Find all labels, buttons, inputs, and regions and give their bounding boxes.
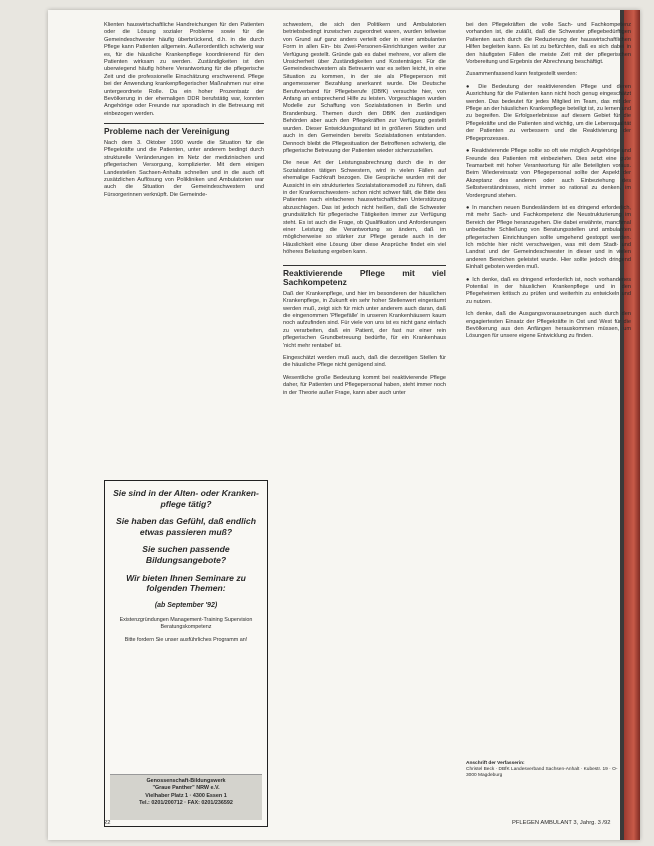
col2-paragraph-5: Wesentliche große Bedeutung kommt bei reaktivierende Pflege daher, für Patienten und Pflegepersonal haben, steht immer noch in der Theorie außer Frage, kann aber auch unter (283, 374, 446, 396)
col2-paragraph-4: Eingeschätzt werden muß auch, daß die derzeitigen Stellen für die häusliche Pflege nicht genügend sind. (283, 355, 446, 369)
col1-paragraph-2: Nach dem 3. Oktober 1990 wurde die Situation für die Pflegekräfte und die Patienten, unter anderem bedingt durch strukturelle Veränderungen im Netz der medizinischen und pflegerischen Versorgung, komplizierter. Mit dem einigen Landesteilen Sachsen-Anhalts schnellen und in die auch oft zusätzlichen Auflösung von Polikliniken und Ambulatorien war auch die Situation der Gemeindeschwestern und Fürsorgerinnen verknüpft. Die Gemeinde- (104, 139, 264, 198)
ad-line-3: Sie suchen passende Bildungsangebote? (142, 544, 230, 565)
ad-org-2: "Graue Panther" NRW e.V. (152, 785, 220, 792)
author-address (466, 761, 626, 780)
col3-bullet-1 (466, 84, 631, 143)
col2-paragraph-1: schwestern, die sich den Politikern und Ambulatorien betriebsbedingt inzwischen zugeordnet waren, wurden teilweise von Grund auf ganz anders verteilt oder in einer ambulanten Form in allen Ein- bis Zwei-Personen-Einrichtungen weiter zur Verfügung gestellt. Gründe gab es dabei mehrere, vor allem die Unsicherheit über Zuständigkeiten und Kostenträger. Für die Gemeindeschwestern als Betreuerin war es selten leicht, in eine Situation zu kommen, in der sie als Pflegeperson mit angemessener Bezahlung anerkannt wurde. Die Deutsche Berufsverband für Pflegeberufe (DBfK) versuchte hier, von Anfang an entsprechend Hilfe zu leisten. Vorgeschlagen wurden Modelle zur Schaffung von Sozialstationen in Berlin und Brandenburg. Themen durch den DBfK den zuständigen Behörden aber auch den Pflegekräften zur Verfügung gestellt wurden. Dieser Entwicklungsstand ist in größeren Städten und auch in den Gemeinden bereits Sozialstationen entstanden. Dennoch bleibt die Pflegesituation der Betroffenen schwierig, die pflegerische Betreuung der Patienten wieder sicherzustellen. (283, 22, 446, 154)
author-heading: Anschrift der Verfasserin: (466, 761, 525, 766)
journal-footer: PFLEGEN AMBULANT 3, Jahrg. 3 /92 (512, 820, 611, 826)
heading-reactivating-care: Reaktivierende Pflege mit viel Sachkompetenz (283, 265, 446, 288)
author-lines: Christel Beck · DBfK Landesverband Sachsen-Anhalt · Kubestr. 19 · O-3000 Magdeburg (466, 767, 618, 779)
ad-line-2: Sie haben das Gefühl, daß endlich etwas passieren muß? (116, 516, 256, 537)
col3-bullet-2 (466, 148, 631, 200)
col3-bullet-4-text: Ich denke, daß es dringend erforderlich ist, noch vorhandenes Potential in der häuslichen Krankenpflege und in den Pflegeheimen kritisch zu prüfen und weiterhin zu entwickeln und zu nutzen. (466, 276, 631, 305)
ad-note: Bitte fordern Sie unser ausführliches Programm an! (124, 637, 248, 644)
column-3 (466, 22, 631, 346)
ad-line-5: (ab September '92) (154, 601, 218, 609)
col3-summary-intro: Zusammenfassend kann festgestellt werden: (466, 71, 578, 78)
column-1 (104, 22, 264, 204)
ad-line-4: Wir bieten Ihnen Seminare zu folgenden Themen: (126, 572, 246, 594)
ad-contact-strip (110, 774, 262, 820)
col2-paragraph-3: Daß der Krankenpflege, und hier im besonderen der häuslichen Krankenpflege, in Zukunft ein sehr hoher Stellenwert eingeräumt werden muß, zeigt sich für mich unter anderem auch daran, daß die eingenommen 'Pflegefälle' in unseren Krankenhäusern kaum noch aufzufinden sind. Für viele von uns ist es nicht ganz einfach zu verarbeiten, daß ein Patient, der fast nur einer rein pflegerischen Grundbetreuung bedürfte, für ein Krankenhaus 'nicht mehr rentabel' ist. (283, 290, 446, 349)
col3-bullet-3 (466, 205, 631, 272)
ad-org-3: Vielhaber Platz 1 · 4300 Essen 1 (145, 792, 227, 799)
ad-topics: Existenzgründungen Management-Training Supervision Beratungskompetenz (119, 617, 253, 631)
column-2 (283, 22, 446, 402)
col3-bullet-4 (466, 277, 631, 307)
col3-bullet-2-text: Reaktivierende Pflege sollte so oft wie möglich Angehörige und Freunde des Patienten mit einbeziehen. Dies setzt eine gute Teamarbeit mit hoher Verantwortung für alle Beteiligten voraus. Beim Wiedereinsatz von Pflegepersonal sollte der Aspekt der Akzeptanz des anderen oder auch Einbeziehung des Selbstverständnisses, nicht immer so rational zu denken, im Vordergrund stehen. (466, 148, 631, 199)
col3-bullet-3-text: In manchen neuen Bundesländern ist es dringend erforderlich, mit mehr Sach- und Fachkompetenz die Neustrukturierung im Bereich der Pflege heranzugehen. Die dabei erwähnte, manchmal unbedachte Schließung von Beratungsstellen und ambulanten pflegerischen Einrichtungen sollte umgehend gestoppt werden. Ich möchte hier nicht verschweigen, was mit dem Stadt- und Landrat und der Gemeindeschwester in dieser und in vielen anderen Bereichen geleistet wurde. Hier sollte jedoch dringend Einhalt geboten werden muß. (466, 204, 631, 271)
col3-bullet-1-text: Die Bedeutung der reaktivierenden Pflege und deren Ausrichtung für die Patienten kann nicht hoch genug eingeschätzt werden. Das bedeutet für jedes Mitglied im Team, das mit der Pflege an der häuslichen Krankenpflege beteiligt ist, zu lernen und zu begreifen. Die Erfolgserlebnisse auf diesem Gebiet für die Pflegekräfte und die Patienten sind wichtig, um die Lebensqualität der Patienten zu verbessern und die Reaktivierung der Pflegeprozesses. (466, 83, 631, 142)
bullet-icon: ● (466, 204, 473, 211)
col1-paragraph-1: Klienten hauswirtschaftliche Handreichungen für den Patienten oder die Lösung sozialer Probleme sowie für die Gemeindeschwester häufig überbrückend, d.h. in die durch Pflege kann Patienten allgemein. Außerordentlich schwierig war es, für die häusliche Krankenpflege koordinierend für den Patienten wirksam zu werden. Zuständigkeiten ist den uberwiegend häufig höhere Verantwortung für die pflegerische Zeit und die professionelle Einschätzung erschwerend. Pflege bei der Anwendung krankenpflegerischer Maßnahmen nur eine untergeordnete Rolle. Da ein hoher Prozentsatz der Bevölkerung in der ehemaligen DDR berufstätig war, konnten Angehörige oder Freunde nur sporadisch in die Betreuung mit einbezogen werden. (104, 22, 264, 117)
bullet-icon: ● (466, 83, 479, 90)
bullet-icon: ● (466, 276, 473, 283)
page-number: 22 (104, 820, 111, 826)
ad-org-4: Tel.: 0201/200712 · FAX: 0201/236592 (139, 800, 233, 807)
col3-paragraph-1: bei den Pflegekräften die volle Sach- und Fachkompetenz vorhanden ist, die zuläßt, daß die Schwester pflegebedürftigen Patienten auch durch die Reduzierung der hauswirtschaftlichen Hilfen begleiten kann. Es ist zu befürchten, daß es sich dabei in den häufigsten Fällen die meiste Zeit mit der pflegerischen Vorbereitung und Ergebnis der Abrechnung beschäftigt. (466, 22, 631, 66)
col2-paragraph-2: Die neue Art der Leistungsabrechnung durch die in der Sozialstation tätigen Schwestern, wird in vielen Fällen auf ehemalige Fachkraft bezogen. Die Gespräche wurden mit der Aussicht in ein strukturiertes Sozialstationsmodell zu führen, daß in der Krankenschwestern- schon nicht schwer fällt, die Bitte des Patienten nach einfacheren hauswirtschaftlichen Unterstützung abzuschlagen. Das ist jedoch nicht heißen, daß die Schwester grundsätzlich für pflegerische Tätigkeiten immer zur Verfügung steht. Es ist auch die Frage, ob Qualifikation und Anforderungen einer Leistung die Verantwortung so ändern, daß im möglicherweise so stärker zur Pflege gerade auch in der Häuslichkeit eine Lösung über diese Ansprüche findet ein viel höheres Belastung ergeben kann. (283, 160, 446, 256)
col3-paragraph-closing: Ich denke, daß die Ausgangsvoraussetzungen auch durch den engagiertesten Einsatz der Pflegekräfte in Ost und West für die Bevölkerung aus den Anfängen herauskommen müssen, um Lösungen für unsere eigene Entwicklung zu finden. (466, 311, 631, 340)
ad-org-1: Genossenschaft-Bildungswerk (146, 778, 226, 784)
heading-problems-after-reunification: Probleme nach der Vereinigung (104, 123, 264, 137)
advertisement-box (104, 480, 268, 827)
bullet-icon: ● (466, 148, 472, 155)
ad-line-1: Sie sind in der Alten- oder Krankenpflege tätig? (113, 488, 259, 509)
